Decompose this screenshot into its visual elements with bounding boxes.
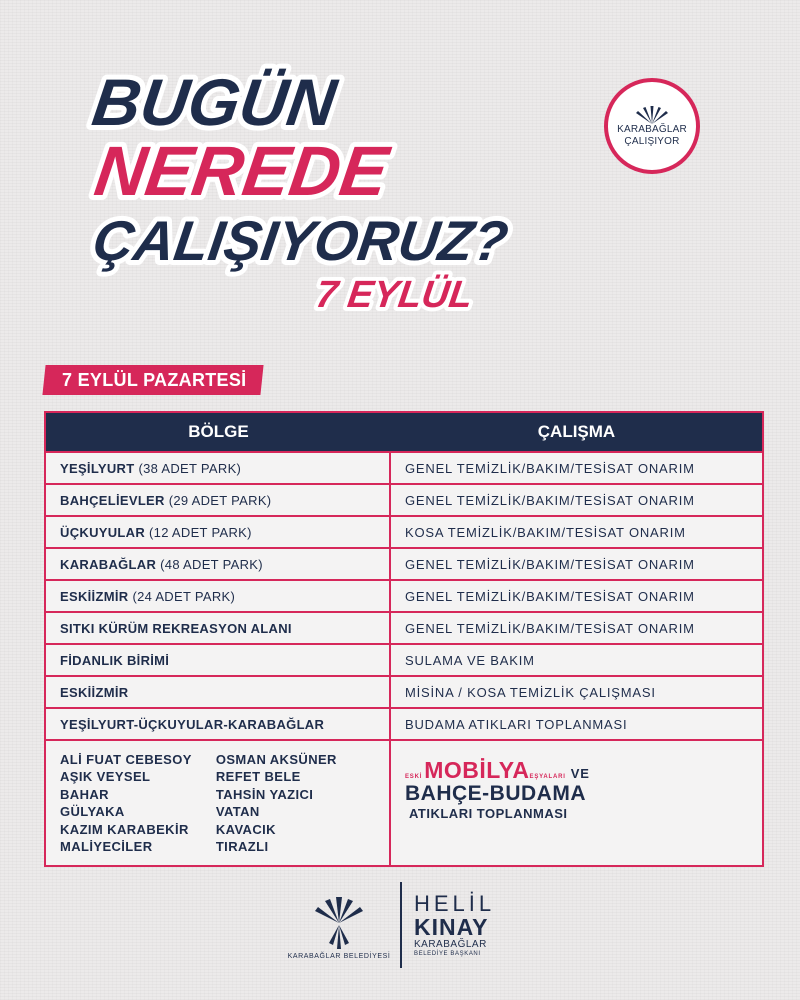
mayor-last-name: KINAY xyxy=(414,914,489,940)
schedule-table xyxy=(44,411,764,867)
table-row xyxy=(46,643,762,675)
table-row xyxy=(46,707,762,739)
region-name: BAHÇELİEVLER xyxy=(60,492,165,508)
bahce-budama-label: BAHÇE-BUDAMA xyxy=(405,782,586,805)
headline-date: 7 EYLÜL xyxy=(313,273,476,316)
neighborhood-item: REFET BELE xyxy=(215,769,301,785)
footer xyxy=(284,880,495,970)
sun-emblem-icon xyxy=(309,891,369,951)
headline xyxy=(60,55,520,325)
region-name: SITKI KÜRÜM REKREASYON ALANI xyxy=(60,620,292,636)
badge-line2: ÇALIŞIYOR xyxy=(624,136,680,147)
work-cell: SULAMA VE BAKIM xyxy=(405,652,535,668)
work-cell: KOSA TEMİZLİK/BAKIM/TESİSAT ONARIM xyxy=(405,524,686,540)
region-name: ESKİİZMİR xyxy=(60,684,129,700)
table-row xyxy=(46,483,762,515)
day-label xyxy=(42,365,264,395)
region-cell xyxy=(46,581,391,611)
work-cell: GENEL TEMİZLİK/BAKIM/TESİSAT ONARIM xyxy=(405,556,695,572)
table-row xyxy=(46,451,762,483)
table-header xyxy=(46,413,762,451)
work-cell: BUDAMA ATIKLARI TOPLANMASI xyxy=(405,716,628,732)
work-cell: GENEL TEMİZLİK/BAKIM/TESİSAT ONARIM xyxy=(405,460,695,476)
eski-label: ESKİ xyxy=(405,774,423,780)
municipality-logo xyxy=(284,891,394,960)
region-detail: (29 ADET PARK) xyxy=(168,492,272,508)
neighborhood-item: BAHAR xyxy=(60,786,109,802)
region-name: YEŞİLYURT-ÜÇKUYULAR-KARABAĞLAR xyxy=(60,716,325,732)
region-detail: (24 ADET PARK) xyxy=(132,588,236,604)
region-detail: (38 ADET PARK) xyxy=(138,460,242,476)
region-cell xyxy=(46,453,391,483)
region-detail: (48 ADET PARK) xyxy=(160,556,263,572)
logo-text: KARABAĞLAR BELEDİYESİ xyxy=(287,952,391,960)
headline-line2: NEREDE xyxy=(90,131,393,210)
footer-divider xyxy=(400,882,402,968)
neighborhood-item: KAZIM KARABEKİR xyxy=(60,821,189,837)
region-cell xyxy=(46,677,391,707)
work-cell: GENEL TEMİZLİK/BAKIM/TESİSAT ONARIM xyxy=(405,492,695,508)
region-cell xyxy=(46,709,391,739)
neighborhood-col-2 xyxy=(216,751,337,855)
neighborhood-item: KAVACIK xyxy=(215,821,276,837)
neighborhood-col-1 xyxy=(60,751,192,855)
headline-graphic xyxy=(60,55,520,325)
mayor-district: KARABAĞLAR xyxy=(414,939,487,950)
table-row xyxy=(46,579,762,611)
mayor-name-block xyxy=(414,893,495,957)
region-name: FİDANLIK BİRİMİ xyxy=(60,652,170,668)
neighborhood-item: MALİYECİLER xyxy=(60,839,153,855)
mobilya-label: MOBİLYA xyxy=(424,757,530,783)
neighborhood-item: VATAN xyxy=(215,804,260,820)
mayor-title: BELEDİYE BAŞKANI xyxy=(414,951,481,957)
region-name: KARABAĞLAR xyxy=(60,556,157,572)
header-work: ÇALIŞMA xyxy=(537,422,616,441)
neighborhood-item: TIRAZLI xyxy=(215,839,269,855)
header-region: BÖLGE xyxy=(188,422,249,441)
neighborhood-item: OSMAN AKSÜNER xyxy=(215,752,337,767)
region-detail: (12 ADET PARK) xyxy=(149,524,252,540)
neighborhood-item: AŞIK VEYSEL xyxy=(60,769,151,785)
sun-logo-icon xyxy=(632,104,672,124)
neighborhood-list xyxy=(60,751,337,855)
region-cell xyxy=(46,549,391,579)
neighborhood-item: TAHSİN YAZICI xyxy=(215,786,314,802)
work-cell: MİSİNA / KOSA TEMİZLİK ÇALIŞMASI xyxy=(405,684,656,700)
mobilya-line xyxy=(405,757,590,784)
table-row xyxy=(46,547,762,579)
region-cell xyxy=(46,645,391,675)
table-row xyxy=(46,515,762,547)
region-name: YEŞİLYURT xyxy=(60,460,135,476)
day-label-text: 7 EYLÜL PAZARTESİ xyxy=(62,370,247,390)
furniture-collection-cell xyxy=(391,741,762,865)
region-cell xyxy=(46,517,391,547)
esyalari-label: EŞYALARI xyxy=(529,774,566,780)
atiklari-label: ATIKLARI TOPLANMASI xyxy=(409,806,568,821)
badge-line1: KARABAĞLAR xyxy=(617,124,687,135)
region-name: ESKİİZMİR xyxy=(60,588,129,604)
region-name: ÜÇKUYULAR xyxy=(60,524,146,540)
neighborhood-item: GÜLYAKA xyxy=(60,804,125,820)
table-row xyxy=(46,675,762,707)
mayor-first-name: HELİL xyxy=(414,891,496,916)
headline-line1: BUGÜN xyxy=(88,66,341,140)
neighborhood-item: ALİ FUAT CEBESOY xyxy=(60,752,192,767)
work-cell: GENEL TEMİZLİK/BAKIM/TESİSAT ONARIM xyxy=(405,588,695,604)
neighborhoods-cell xyxy=(46,741,391,865)
ve-label: VE xyxy=(570,766,590,781)
work-cell: GENEL TEMİZLİK/BAKIM/TESİSAT ONARIM xyxy=(405,620,695,636)
table-row xyxy=(46,611,762,643)
karabaglar-calisiyor-badge xyxy=(604,78,700,174)
region-cell xyxy=(46,613,391,643)
headline-line3: ÇALIŞIYORUZ? xyxy=(89,209,513,272)
table-row-neighborhoods xyxy=(46,739,762,865)
region-cell xyxy=(46,485,391,515)
